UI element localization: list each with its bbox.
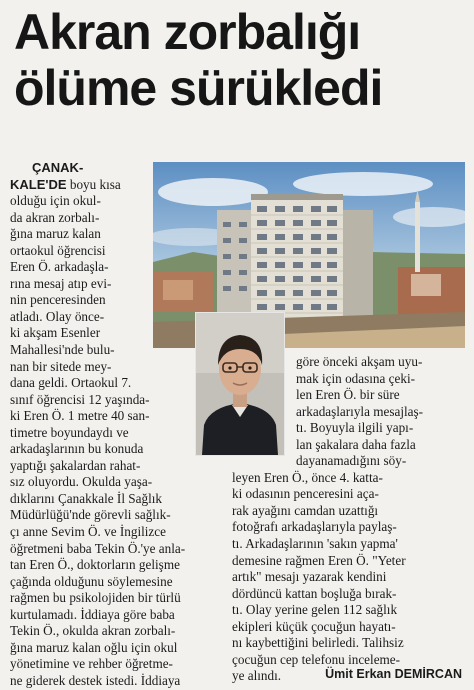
body-line: arkadaşlarıyla mesajlaş- [296, 403, 424, 419]
body-line: ğına maruz kalan [10, 226, 101, 242]
body-line: ki akşam Esenler [10, 325, 101, 341]
body-line: rak ayağını camdan uzattığı [232, 502, 379, 518]
body-line: arkadaşlarının bu konuda [10, 441, 144, 457]
body-line: dayanamadığını söy- [296, 453, 407, 469]
body-line: Mahallesi'nde bulu- [10, 342, 115, 358]
body-line: tı. Olay yerine gelen 112 sağlık [232, 602, 398, 618]
body-line: olduğu için okul- [10, 193, 101, 209]
body-line: da akran zorbalı- [10, 209, 100, 225]
body-line: çağında olduğunu söylemesine [10, 573, 173, 589]
headline-line-1: Akran zorbalığı [14, 4, 361, 60]
body-line: dördüncü kattan boşluğa bırak- [232, 585, 397, 601]
body-line: rağmen bu psikolojiden bir türlü [10, 590, 181, 606]
body-line: göre önceki akşam uyu- [296, 354, 423, 369]
body-line: çı anne Sevim Ö. ve İngilizce [10, 524, 166, 540]
body-line: nin penceresinden [10, 292, 106, 308]
body-line: nı kaybettiğini belirledi. Talihsiz [232, 635, 404, 651]
body-line: artık" mesajı yazarak kendini [232, 569, 387, 585]
body-line: leyen Eren Ö., önce 4. katta- [232, 469, 383, 485]
body-line: tı. Boyuyla ilgili yapı- [296, 420, 414, 436]
byline [325, 667, 462, 681]
body-line: timetre boyundaydı ve [10, 424, 129, 440]
headline-line-2: ölüme sürükledi [14, 60, 383, 116]
body-line: dıklarını Çanakkale İl Sağlık [10, 490, 162, 506]
body-line: ortaokul öğrencisi [10, 242, 106, 258]
dateline-part-1: ÇANAK- [32, 160, 84, 175]
byline-first-name: Ümit Erkan [325, 667, 392, 681]
body-line: ki Eren Ö. 1 metre 40 san- [10, 408, 150, 424]
article-column-right [232, 354, 460, 685]
body-line: yaptığı şakalardan rahat- [10, 457, 141, 473]
body-line: çocuğun cep telefonu inceleme- [232, 651, 401, 667]
body-line: tan Eren Ö., doktorların gelişme [10, 557, 180, 573]
body-line: boyu kısa [66, 176, 121, 192]
body-line: ye alındı. [232, 668, 282, 684]
body-line: Müdürlüğü'nde görevli sağlık- [10, 507, 171, 523]
body-line: ekipleri küçük çocuğun hayatı- [232, 618, 396, 634]
body-line: rına mesaj atıp evi- [10, 275, 112, 291]
body-line: ki odasının penceresini aça- [232, 486, 379, 502]
body-line: tı. Arkadaşlarının 'sakın yapma' [232, 536, 398, 552]
body-line: Tekin Ö., okulda akran zorbalı- [10, 623, 176, 639]
body-line: dana geldi. Ortaokul 7. [10, 375, 132, 391]
body-line: nan bir sitede mey- [10, 358, 112, 374]
article-column-left [10, 160, 186, 690]
body-line: demesine rağmen Eren Ö. "Yeter [232, 552, 406, 568]
body-line: sız oluyordu. Okulda yaşa- [10, 474, 153, 490]
body-line: öğretmeni baba Tekin Ö.'ye anla- [10, 540, 186, 556]
dateline-part-2: KALE'DE [10, 176, 67, 192]
body-line: ne giderek destek istedi. İddiaya [10, 672, 181, 688]
byline-last-name: DEMİRCAN [394, 667, 462, 681]
body-line: fotoğrafı arkadaşlarıyla paylaş- [232, 519, 397, 535]
body-line: atladı. Olay önce- [10, 308, 105, 324]
body-line: kurtulamadı. İddiaya göre baba [10, 606, 175, 622]
body-line: lan şakalara daha fazla [296, 436, 416, 452]
headline [14, 4, 464, 116]
body-line: Eren Ö. arkadaşla- [10, 259, 109, 275]
body-line: len Eren Ö. bir süre [296, 387, 400, 403]
body-line: sınıf öğrencisi 12 yaşında- [10, 391, 150, 407]
body-line: ğına maruz kalan oğlu için okul [10, 639, 178, 655]
body-line: yönetimine ve rehber öğretme- [10, 656, 173, 672]
body-line: mak için odasına çeki- [296, 370, 416, 386]
